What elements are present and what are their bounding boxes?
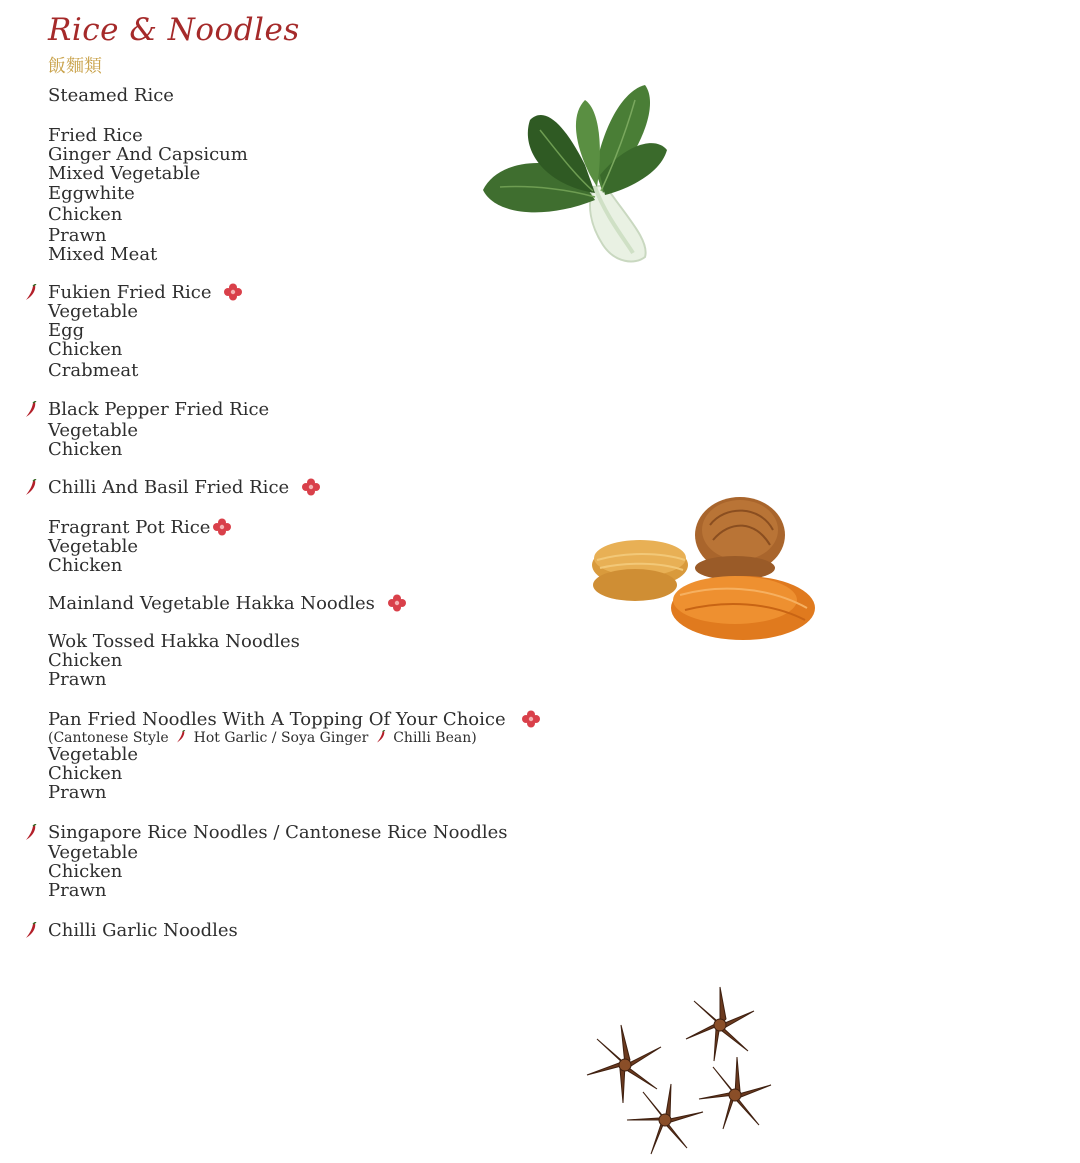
menu-item-wok-tossed-hakka-noodles: Wok Tossed Hakka Noodles bbox=[48, 631, 300, 652]
variant-chicken: Chicken bbox=[48, 861, 123, 882]
chili-icon bbox=[24, 284, 38, 302]
menu-item-fukien-fried-rice bbox=[48, 283, 243, 303]
item-label: Chilli And Basil Fried Rice bbox=[48, 477, 290, 498]
menu-subtitle-chinese: 飯麵類 bbox=[48, 56, 102, 77]
menu-title: Rice & Noodles bbox=[48, 12, 300, 48]
chili-icon bbox=[24, 401, 38, 419]
menu-item-fried-rice: Fried Rice bbox=[48, 125, 143, 146]
star-anise-image bbox=[570, 980, 800, 1160]
chef-special-flower-icon bbox=[223, 283, 243, 301]
variant-eggwhite: Eggwhite bbox=[48, 183, 135, 204]
variant-chicken: Chicken bbox=[48, 650, 123, 671]
menu-item-chilli-basil-fried-rice bbox=[48, 478, 321, 498]
chili-icon bbox=[24, 922, 38, 940]
item-label: Fragrant Pot Rice bbox=[48, 517, 211, 538]
style-cantonese: (Cantonese Style bbox=[48, 730, 169, 746]
variant-mixed-meat: Mixed Meat bbox=[48, 244, 158, 265]
variant-vegetable: Vegetable bbox=[48, 744, 139, 765]
item-label: Mainland Vegetable Hakka Noodles bbox=[48, 593, 375, 614]
variant-chicken: Chicken bbox=[48, 439, 123, 460]
variant-chicken: Chicken bbox=[48, 339, 123, 360]
chef-special-flower-icon bbox=[212, 518, 232, 536]
style-hot-garlic-soya-ginger: Hot Garlic / Soya Ginger bbox=[193, 730, 369, 746]
chef-special-flower-icon bbox=[521, 710, 541, 728]
dried-noodles-image bbox=[585, 490, 820, 650]
menu-item-singapore-cantonese-rice-noodles bbox=[48, 823, 508, 843]
variant-ginger-capsicum: Ginger And Capsicum bbox=[48, 144, 248, 165]
menu-item-steamed-rice: Steamed Rice bbox=[48, 85, 174, 106]
menu-item-mainland-vegetable-hakka-noodles bbox=[48, 594, 407, 614]
chef-special-flower-icon bbox=[387, 594, 407, 612]
variant-prawn: Prawn bbox=[48, 225, 107, 246]
chef-special-flower-icon bbox=[301, 478, 321, 496]
variant-vegetable: Vegetable bbox=[48, 536, 139, 557]
menu-item-chilli-garlic-noodles bbox=[48, 921, 238, 941]
variant-chicken: Chicken bbox=[48, 555, 123, 576]
variant-mixed-vegetable: Mixed Vegetable bbox=[48, 163, 201, 184]
variant-vegetable: Vegetable bbox=[48, 842, 139, 863]
item-label: Chilli Garlic Noodles bbox=[48, 920, 238, 941]
chili-icon bbox=[375, 730, 387, 744]
variant-vegetable: Vegetable bbox=[48, 420, 139, 441]
chili-icon bbox=[24, 479, 38, 497]
variant-chicken: Chicken bbox=[48, 763, 123, 784]
chili-icon bbox=[175, 730, 187, 744]
variant-egg: Egg bbox=[48, 320, 85, 341]
item-label: Fukien Fried Rice bbox=[48, 282, 212, 303]
variant-crabmeat: Crabmeat bbox=[48, 360, 139, 381]
bok-choy-image bbox=[475, 75, 675, 270]
menu-item-black-pepper-fried-rice bbox=[48, 400, 269, 420]
variant-prawn: Prawn bbox=[48, 669, 107, 690]
style-chilli-bean: Chilli Bean) bbox=[393, 730, 477, 746]
item-label: Pan Fried Noodles With A Topping Of Your Choice bbox=[48, 709, 506, 730]
variant-prawn: Prawn bbox=[48, 782, 107, 803]
chili-icon bbox=[24, 824, 38, 842]
variant-vegetable: Vegetable bbox=[48, 301, 139, 322]
menu-item-pan-fried-noodles bbox=[48, 710, 541, 730]
variant-chicken: Chicken bbox=[48, 204, 123, 225]
variant-prawn: Prawn bbox=[48, 880, 107, 901]
menu-item-fragrant-pot-rice bbox=[48, 518, 232, 538]
item-label: Singapore Rice Noodles / Cantonese Rice Noodles bbox=[48, 822, 508, 843]
item-label: Black Pepper Fried Rice bbox=[48, 399, 270, 420]
